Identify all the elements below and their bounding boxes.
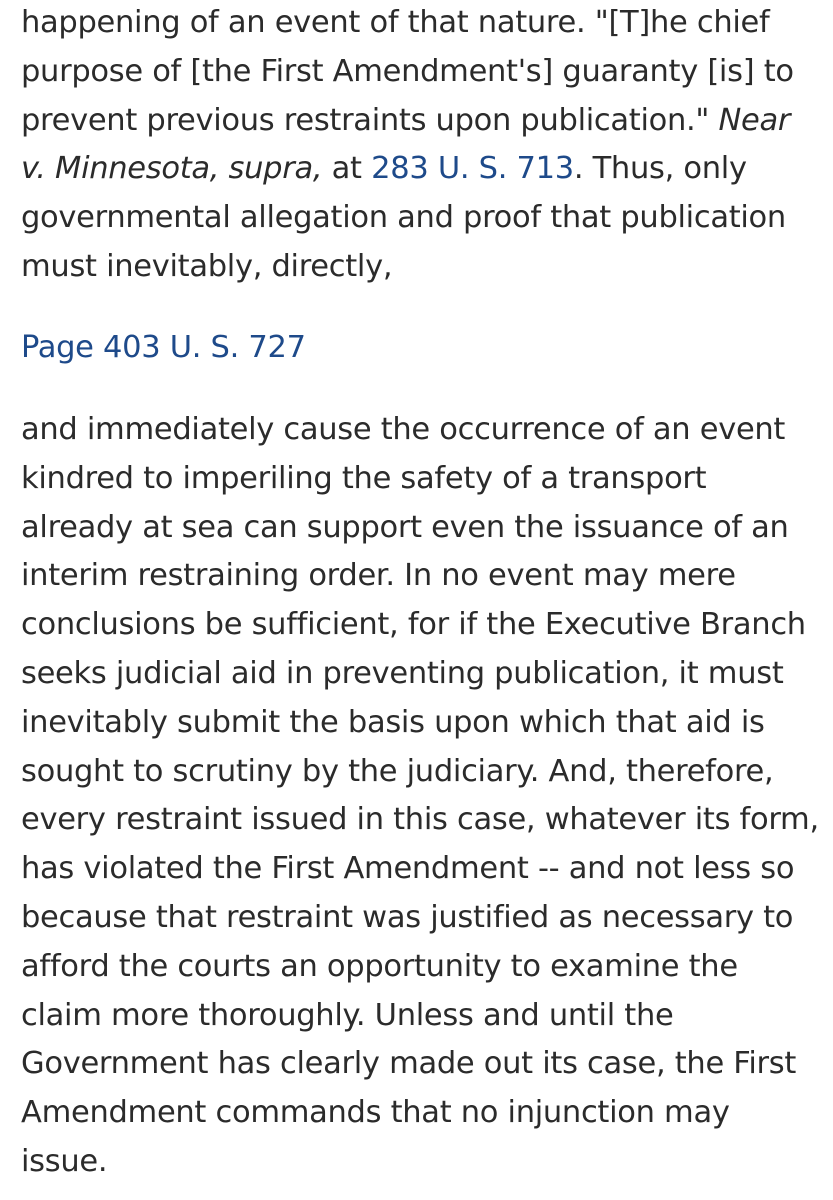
text-line: sought to scrutiny by the judiciary. And, therefore, [21, 753, 774, 789]
citation-link[interactable]: 283 U. S. 713 [371, 151, 574, 187]
case-name-italic: Near [718, 102, 791, 138]
text-line: Amendment commands that no injunction may [21, 1095, 730, 1131]
text-segment: at [322, 151, 372, 187]
text-line: happening of an event of that nature. "[T]he chief [21, 5, 770, 40]
text-line: conclusions be sufficient, for if the Executive Branch [21, 607, 806, 643]
text-line: because that restraint was justified as necessary to [21, 899, 794, 935]
text-line: seeks judicial aid in preventing publication, it must [21, 655, 784, 691]
text-line: kindred to imperiling the safety of a transport [21, 460, 707, 496]
page-number-link[interactable]: Page 403 U. S. 727 [21, 330, 306, 365]
text-line: Government has clearly made out its case, the First [21, 1046, 796, 1082]
text-line [21, 145, 794, 194]
text-segment: . Thus, only [573, 151, 747, 187]
paragraph-1 [21, 0, 794, 292]
text-line: and immediately cause the occurrence of an event [21, 412, 786, 447]
text-line: afford the courts an opportunity to examine the [21, 948, 738, 984]
text-line: interim restraining order. In no event may mere [21, 558, 736, 594]
text-line: every restraint issued in this case, whatever its form, [21, 802, 819, 838]
case-name-italic: v. Minnesota, supra, [21, 151, 323, 187]
text-line: already at sea can support even the issuance of an [21, 509, 789, 545]
text-line: has violated the First Amendment -- and not less so [21, 851, 795, 887]
text-segment: prevent previous restraints upon publication." [21, 102, 719, 138]
text-line: governmental allegation and proof that publication [21, 200, 786, 236]
text-line: issue. [21, 1143, 108, 1179]
text-line [21, 97, 794, 146]
text-line: inevitably submit the basis upon which that aid is [21, 704, 765, 740]
text-line: claim more thoroughly. Unless and until the [21, 997, 674, 1033]
paragraph-2 [21, 406, 819, 1187]
text-line: must inevitably, directly, [21, 248, 393, 284]
text-line: purpose of [the First Amendment's] guaranty [is] to [21, 53, 794, 89]
